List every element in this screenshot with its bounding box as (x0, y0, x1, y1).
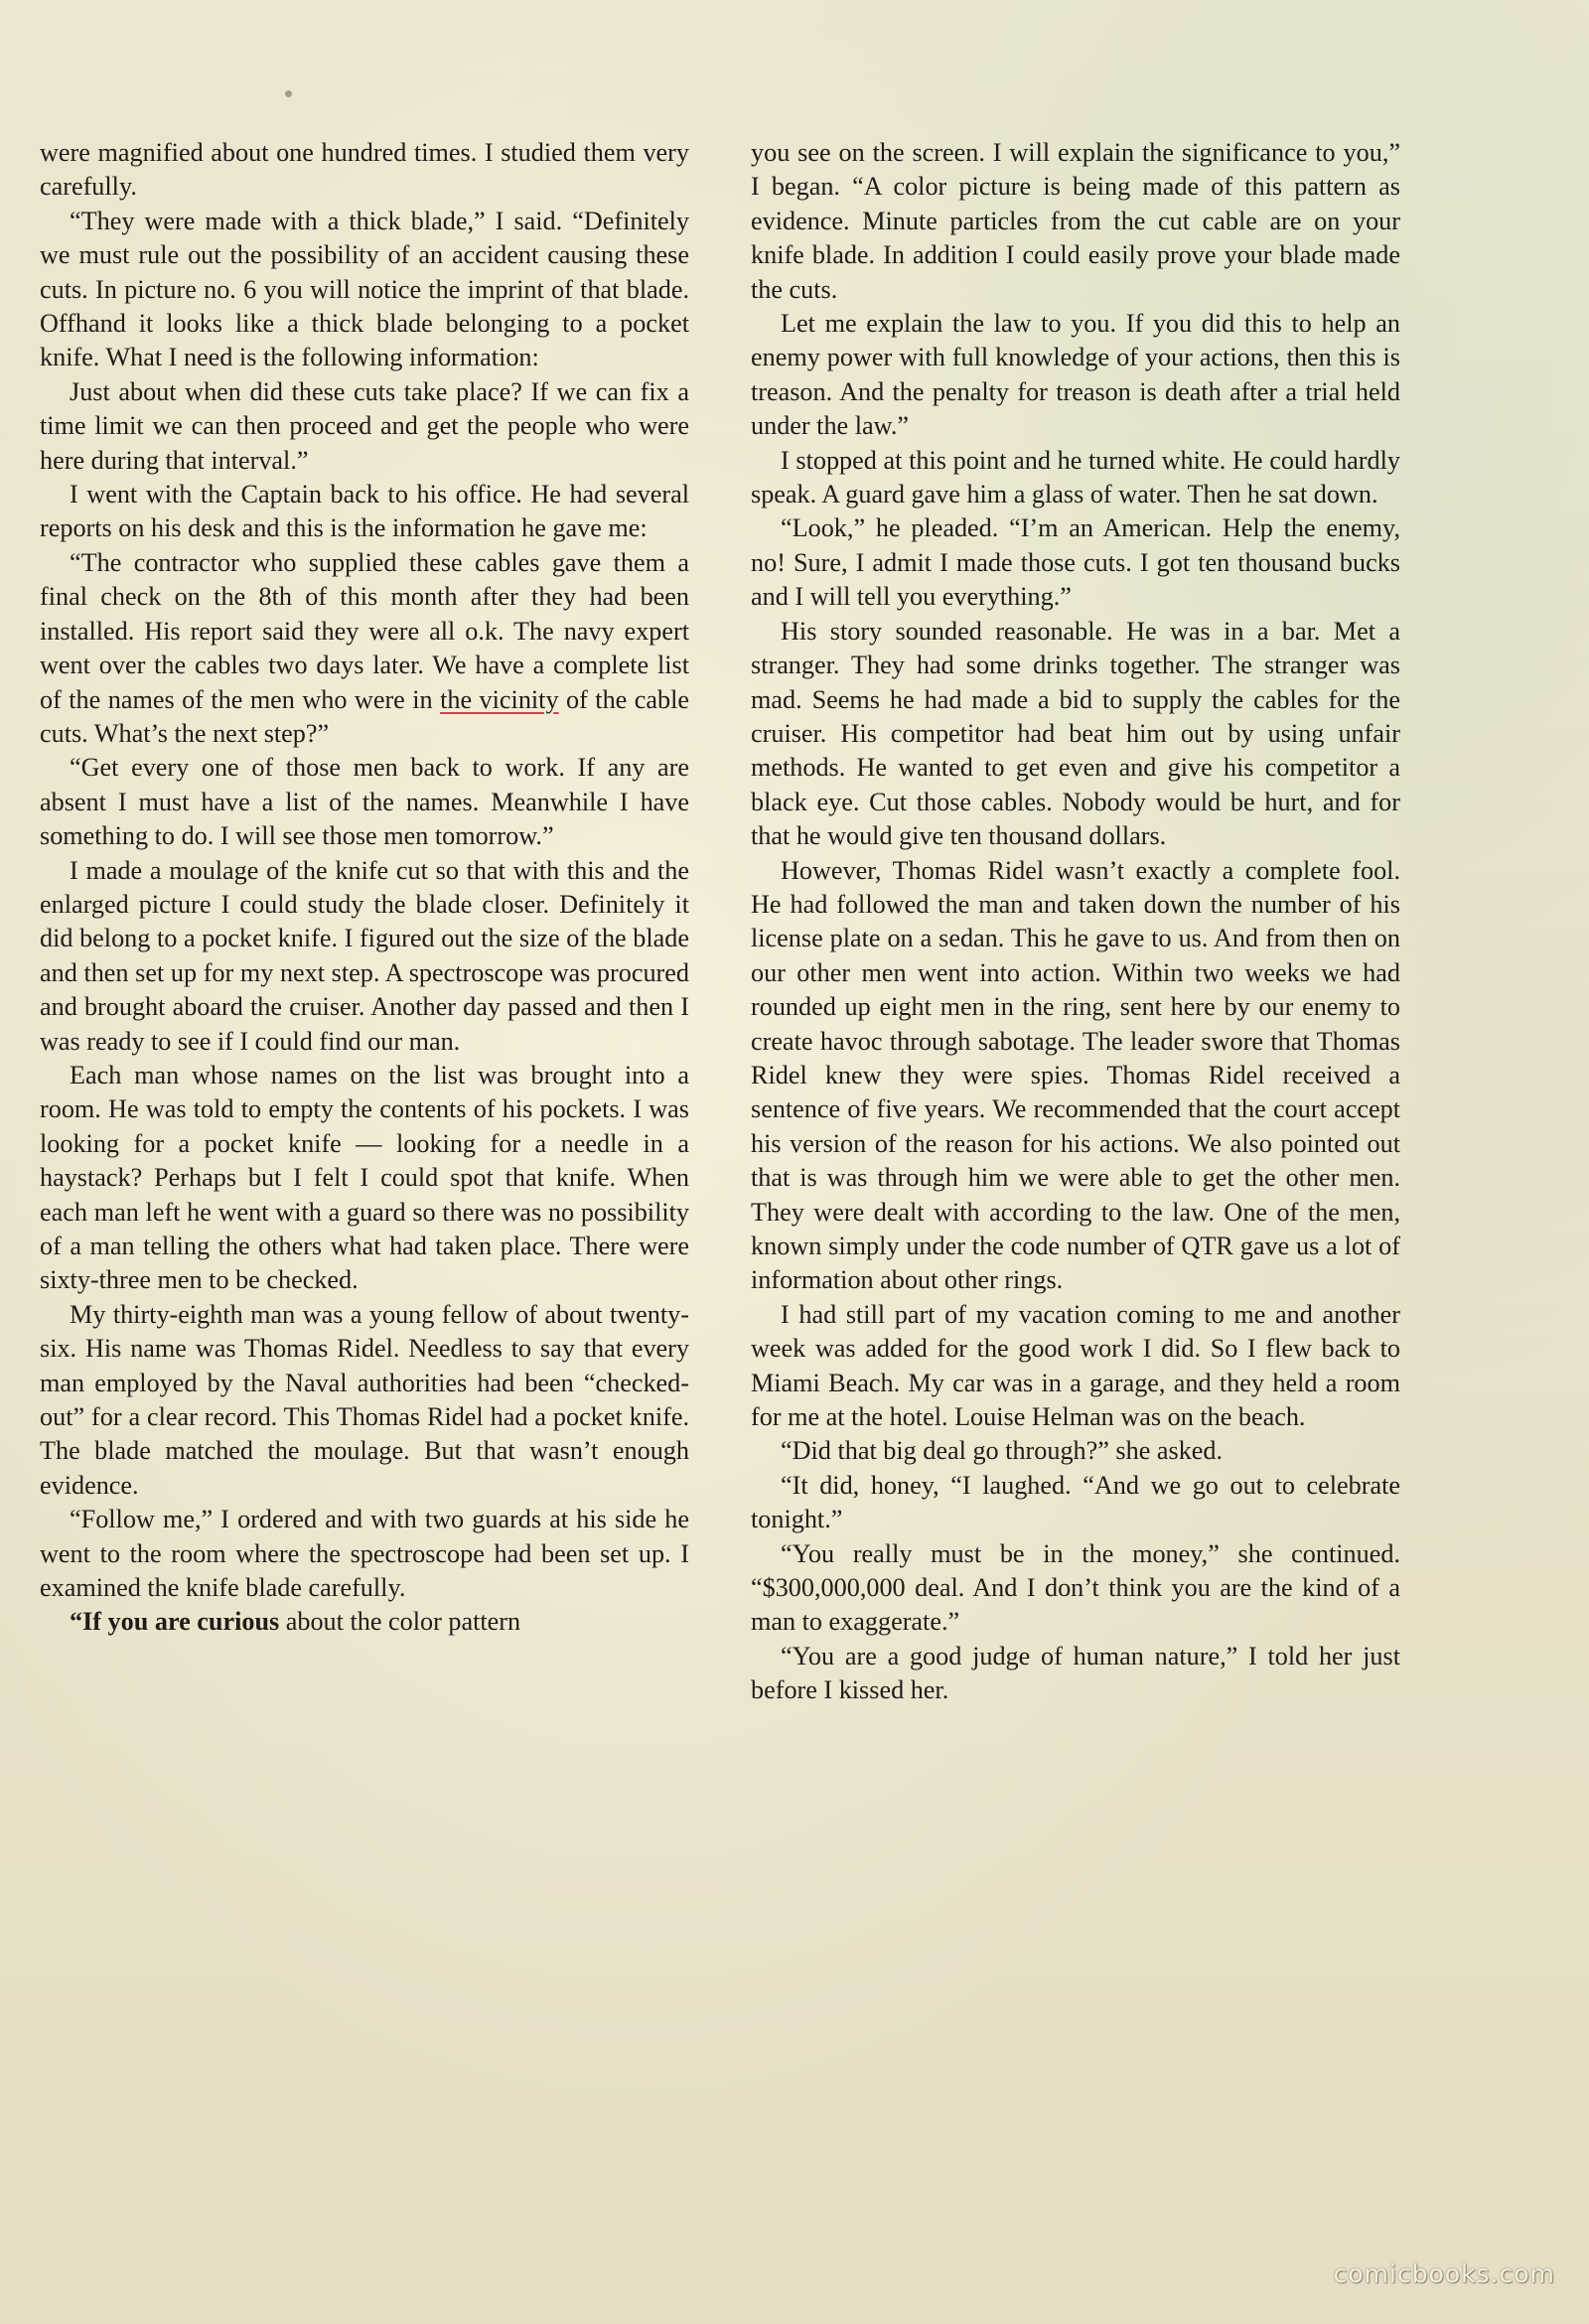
text-run: about the color pattern (285, 1607, 521, 1637)
paragraph: “It did, honey, “I laughed. “And we go out to celebrate tonight.” (751, 1470, 1400, 1534)
paragraph (40, 546, 689, 751)
paragraph: Each man whose names on the list was brought into a room. He was told to empty the contents of his pockets. I was looking for a pocket knife — looking for a needle in a haystack? Perhaps but I felt I could spot that knife. When each man left he went with a guard so there was no possibility of a man telling the others what had taken place. There were sixty-three men to be checked. (40, 1060, 689, 1295)
paragraph: My thirty-eighth man was a young fellow of about twenty-six. His name was Thomas Ridel. Needless to say that every man employed by the Naval authorities had been “checked-out” for a clear record. This Thomas Ridel had a pocket knife. The blade matched the moulage. But that wasn’t enough evidence. (40, 1299, 689, 1500)
paragraph: “They were made with a thick blade,” I said. “Definitely we must rule out the possibility of an accident causing these cuts. In picture no. 6 you will notice the imprint of that blade. Offhand it looks like a thick blade belonging to a pocket knife. What I need is the following information: (40, 206, 689, 372)
paragraph: “Follow me,” I ordered and with two guards at his side he went to the room where the spectroscope had been set up. I examined the knife blade carefully. (40, 1505, 689, 1603)
paragraph: “You really must be in the money,” she continued. “$300,000,000 deal. And I don’t think you are the kind of a man to exaggerate.” (751, 1538, 1400, 1637)
paragraph: I made a moulage of the knife cut so that with this and the enlarged picture I could study the blade closer. Definitely it did belong to a pocket knife. I figured out the size of the blade and then set up for my next step. A spectroscope was procured and brought aboard the cruiser. Another day passed and then I was ready to see if I could find our man. (40, 855, 689, 1056)
paragraph: However, Thomas Ridel wasn’t exactly a complete fool. He had followed the man and taken down the number of his license plate on a sedan. This he gave to us. And from then on our other men went into action. Within two weeks we had rounded up eight men in the ring, sent here by our enemy to create havoc through sabotage. The leader swore that Thomas Ridel knew they were spies. Thomas Ridel received a sentence of five years. We recommended that the court accept his version of the reason for his actions. We also pointed out that is was through him we were able to get the other men. They were dealt with according to the law. One of the men, known simply under the code number of QTR gave us a lot of information about other rings. (751, 855, 1400, 1295)
paragraph: I stopped at this point and he turned white. He could hardly speak. A guard gave him a glass of water. Then he sat down. (751, 445, 1400, 509)
text-run: “The contractor who supplied these cables gave them a final check on the 8th of this month after they had been installed. His report said they were all o.k. The navy expert went over the cables two days later. We have a complete list of the names of the men who were in (40, 547, 689, 714)
paragraph: I went with the Captain back to his office. He had several reports on his desk and this is the information he gave me: (40, 480, 689, 543)
ink-speck (285, 90, 292, 97)
left-text-column (40, 136, 689, 1640)
paragraph: “You are a good judge of human nature,” I told her just before I kissed her. (751, 1641, 1400, 1705)
watermark: comicbooks.com (1333, 2259, 1555, 2288)
paragraph: Just about when did these cuts take place? If we can fix a time limit we can then proceed and get the people who were here during that interval.” (40, 376, 689, 475)
paragraph: I had still part of my vacation coming to me and another week was added for the good work I did. So I flew back to Miami Beach. My car was in a garage, and they held a room for me at the hotel. Louise Helman was on the beach. (751, 1299, 1400, 1432)
underlined-phrase: the vicinity (440, 684, 559, 714)
paragraph (40, 1605, 689, 1639)
text-run: of the cable cuts. What’s the next step?” (40, 684, 689, 748)
paragraph: His story sounded reasonable. He was in a bar. Met a stranger. They had some drinks together. The stranger was mad. Seems he had made a bid to supply the cables for the cruiser. His competitor had beat him out by using unfair methods. He wanted to get even and give his competitor a black eye. Cut those cables. Nobody would be hurt, and for that he would give ten thousand dollars. (751, 616, 1400, 851)
bold-phrase: “If you are curious (70, 1607, 280, 1637)
paragraph: were magnified about one hundred times. I studied them very carefully. (40, 138, 689, 202)
paragraph: you see on the screen. I will explain the significance to you,” I began. “A color picture is being made of this pattern as evidence. Minute particles from the cut cable are on your knife blade. In addition I could easily prove your blade made the cuts. (751, 138, 1400, 304)
paragraph: “Get every one of those men back to work. If any are absent I must have a list of the names. Meanwhile I have something to do. I will see those men tomorrow.” (40, 753, 689, 851)
right-text-column (751, 136, 1400, 1708)
paragraph: “Did that big deal go through?” she asked. (781, 1436, 1224, 1466)
paragraph: Let me explain the law to you. If you did this to help an enemy power with full knowledge of your actions, then this is treason. And the penalty for treason is death after a trial held under the law.” (751, 309, 1400, 441)
paragraph: “Look,” he pleaded. “I’m an American. Help the enemy, no! Sure, I admit I made those cuts. I got ten thousand bucks and I will tell you everything.” (751, 513, 1400, 612)
